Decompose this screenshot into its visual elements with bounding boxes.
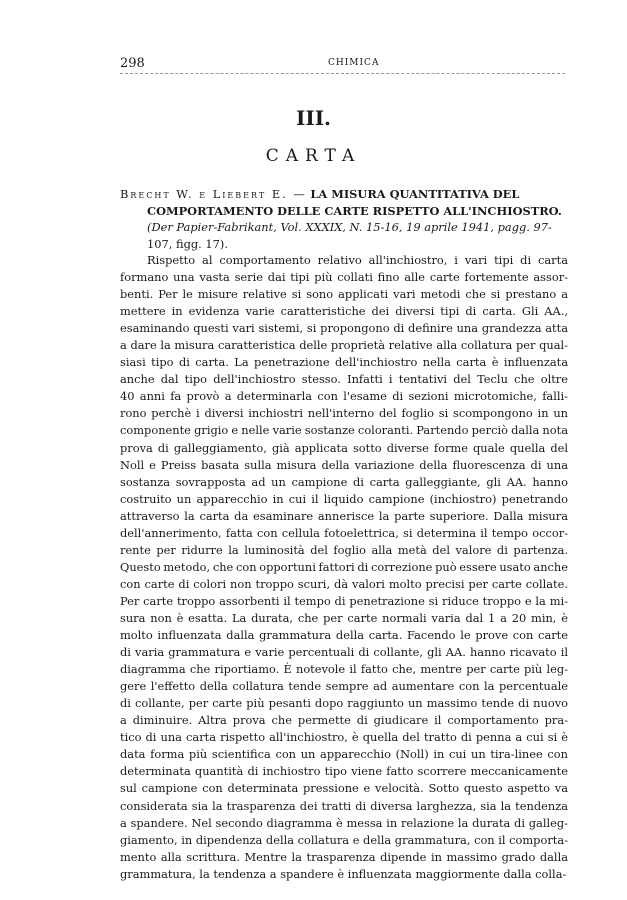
body-text-line: sul campione con determinata pressione e velocità. Sotto questo aspetto va [120, 781, 568, 796]
body-text-line: attraverso la carta da esaminare annerisce la parte superiore. Dalla misura [120, 508, 568, 523]
bibliographic-reference [120, 186, 568, 252]
body-text-line: molto influenzata dalla grammatura della carta. Facendo le prove con carte [120, 628, 568, 643]
body-text-line: componente grigio e nelle varie sostanze coloranti. Partendo perciò dalla nota [120, 423, 568, 438]
page-number: 298 [120, 56, 145, 71]
header-rule [120, 73, 565, 74]
body-text-line: Per carte troppo assorbenti il tempo di penetrazione si riduce troppo e la mi- [120, 593, 568, 608]
body-text-line: di varia grammatura e varie percentuali di collante, gli AA. hanno ricavato il [120, 645, 568, 660]
running-header [120, 56, 565, 76]
body-text-line: 40 anni fa provò a determinarla con l'esame di sezioni microtomiche, falli- [120, 389, 568, 404]
body-text-line: rente per ridurre la luminosità del foglio alla metà del valore di partenza. [120, 542, 568, 557]
body-text-line: diagramma che riportiamo. È notevole il fatto che, mentre per carte più leg- [120, 662, 568, 677]
reference-title-part-1: LA MISURA QUANTITATIVA DEL [310, 187, 520, 201]
reference-line-4 [120, 236, 568, 253]
body-text-line: sostanza sovrapposta ad un campione di carta galleggiante, gli AA. hanno [120, 474, 568, 489]
body-text-line: mento alla scrittura. Mentre la trasparenza dipende in massimo grado dalla [120, 849, 568, 864]
reference-line-2 [120, 203, 568, 220]
body-text-line: costruito un apparecchio in cui il liquido campione (inchiostro) penetrando [120, 491, 568, 506]
body-text-line: con carte di colori non troppo scuri, dà valori molto precisi per carte collate. [120, 576, 568, 591]
body-text-line: dell'annerimento, fatta con cellula fotoelettrica, si determina il tempo occor- [120, 525, 568, 540]
reference-source-line-1: (Der Papier-Fabrikant, Vol. XXXIX, N. 15-16, 19 aprile 1941, pagg. 97- [147, 220, 552, 234]
body-text-line: di collante, per carte più pesanti dopo raggiunto un massimo tende di nuovo [120, 696, 568, 711]
body-text-line: a spandere. Nel secondo diagramma è messa in relazione la durata di galleg- [120, 815, 568, 830]
body-text-line: Noll e Preiss basata sulla misura della variazione della fluorescenza di una [120, 457, 568, 472]
body-text-line: siasi tipo di carta. La penetrazione dell'inchiostro nella carta è influenzata [120, 355, 568, 370]
body-text-line: gere l'effetto della collatura tende sempre ad aumentare con la percentuale [120, 679, 568, 694]
body-text-line: anche dal tipo dell'inchiostro stesso. Infatti i tentativi del Teclu che oltre [120, 372, 568, 387]
body-text-line: prova di galleggiamento, già applicata sotto diverse forme quale quella del [120, 440, 568, 455]
body-text-line: considerata sia la trasparenza dei tratti di diversa larghezza, sia la tendenza [120, 798, 568, 813]
body-text-line: mettere in evidenza varie caratteristiche dei diversi tipi di carta. Gli AA., [120, 304, 568, 319]
body-text-line: benti. Per le misure relative si sono applicati vari metodi che si prestano a [120, 287, 568, 302]
reference-line-3 [120, 219, 568, 236]
running-title: CHIMICA [328, 58, 380, 68]
body-text-line: esaminando questi vari sistemi, si propongono di definire una grandezza atta [120, 321, 568, 336]
body-text-line: grammatura, la tendenza a spandere è influenzata maggiormente dalla colla- [120, 866, 567, 881]
body-text-line: sura non è esatta. La durata, che per carte normali varia dal 1 a 20 min, è [120, 610, 568, 625]
body-text-line: Rispetto al comportamento relativo all'inchiostro, i vari tipi di carta [147, 253, 568, 267]
reference-authors: Brecht W. e Liebert E. — [120, 187, 307, 201]
body-text-line: formano una vasta serie dai tipi più collati fino alle carte fortemente assor- [120, 270, 568, 285]
body-text-line: determinata quantità di inchiostro tipo viene fatto scorrere meccanicamente [120, 764, 568, 779]
section-number: III. [295, 106, 332, 130]
abstract-body [120, 252, 568, 883]
body-text-line: Questo metodo, che con opportuni fattori di correzione può essere usato anche [120, 559, 568, 574]
body-text-line: a dare la misura caratteristica delle proprietà relative alla collatura per qual- [120, 338, 568, 353]
reference-title-part-2: COMPORTAMENTO DELLE CARTE RISPETTO ALL'INCHIOSTRO. [147, 203, 562, 218]
body-text-line: giamento, in dipendenza della collatura e della grammatura, con il comporta- [120, 832, 568, 847]
reference-line-1 [120, 186, 568, 203]
body-text-line: tico di una carta rispetto all'inchiostro, è quella del tratto di penna a cui si è [120, 730, 568, 745]
body-text-line: rono perchè i diversi inchiostri nell'interno del foglio si scompongono in un [120, 406, 568, 421]
reference-source-line-2: 107, figg. 17). [147, 236, 228, 251]
section-title: CARTA [265, 146, 362, 166]
body-text-line: a diminuire. Altra prova che permette di giudicare il comportamento pra- [120, 713, 568, 728]
body-text-line: data forma più scientifica con un apparecchio (Noll) in cui un tira-linee con [120, 747, 568, 762]
